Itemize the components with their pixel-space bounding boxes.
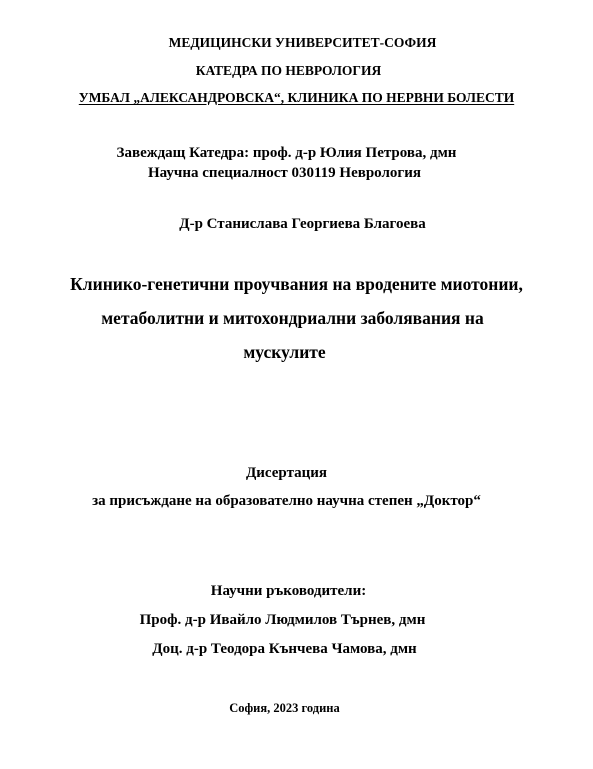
dissertation-title-line1: Клинико-генетични проучвания на вродените миотонии, [70,274,523,294]
head-of-department: Завеждащ Катедра: проф. д-р Юлия Петрова, дмн [116,145,457,161]
place-and-year: София, 2023 година [229,701,340,715]
specialty: Научна специалност 030119 Неврология [148,165,421,181]
author-name: Д-р Станислава Георгиева Благоева [179,216,426,232]
hospital-name: УМБАЛ „АЛЕКСАНДРОВСКА“, КЛИНИКА ПО НЕРВНИ БОЛЕСТИ [78,90,515,105]
supervisor-name: Проф. д-р Ивайло Людмилов Търнев, дмн [139,612,426,628]
dissertation-label: Дисертация [245,465,328,481]
department-name: КАТЕДРА ПО НЕВРОЛОГИЯ [195,63,382,78]
dissertation-title-line2: метаболитни и митохондриални заболявания на [101,308,484,328]
university-name: МЕДИЦИНСКИ УНИВЕРСИТЕТ-СОФИЯ [168,35,437,50]
dissertation-title-line3: мускулите [243,342,326,362]
supervisor-name: Доц. д-р Теодора Кънчева Чамова, дмн [152,641,417,657]
degree-purpose: за присъждане на образователно научна степен „Доктор“ [92,493,481,509]
supervisors-label: Научни ръководители: [210,583,367,599]
